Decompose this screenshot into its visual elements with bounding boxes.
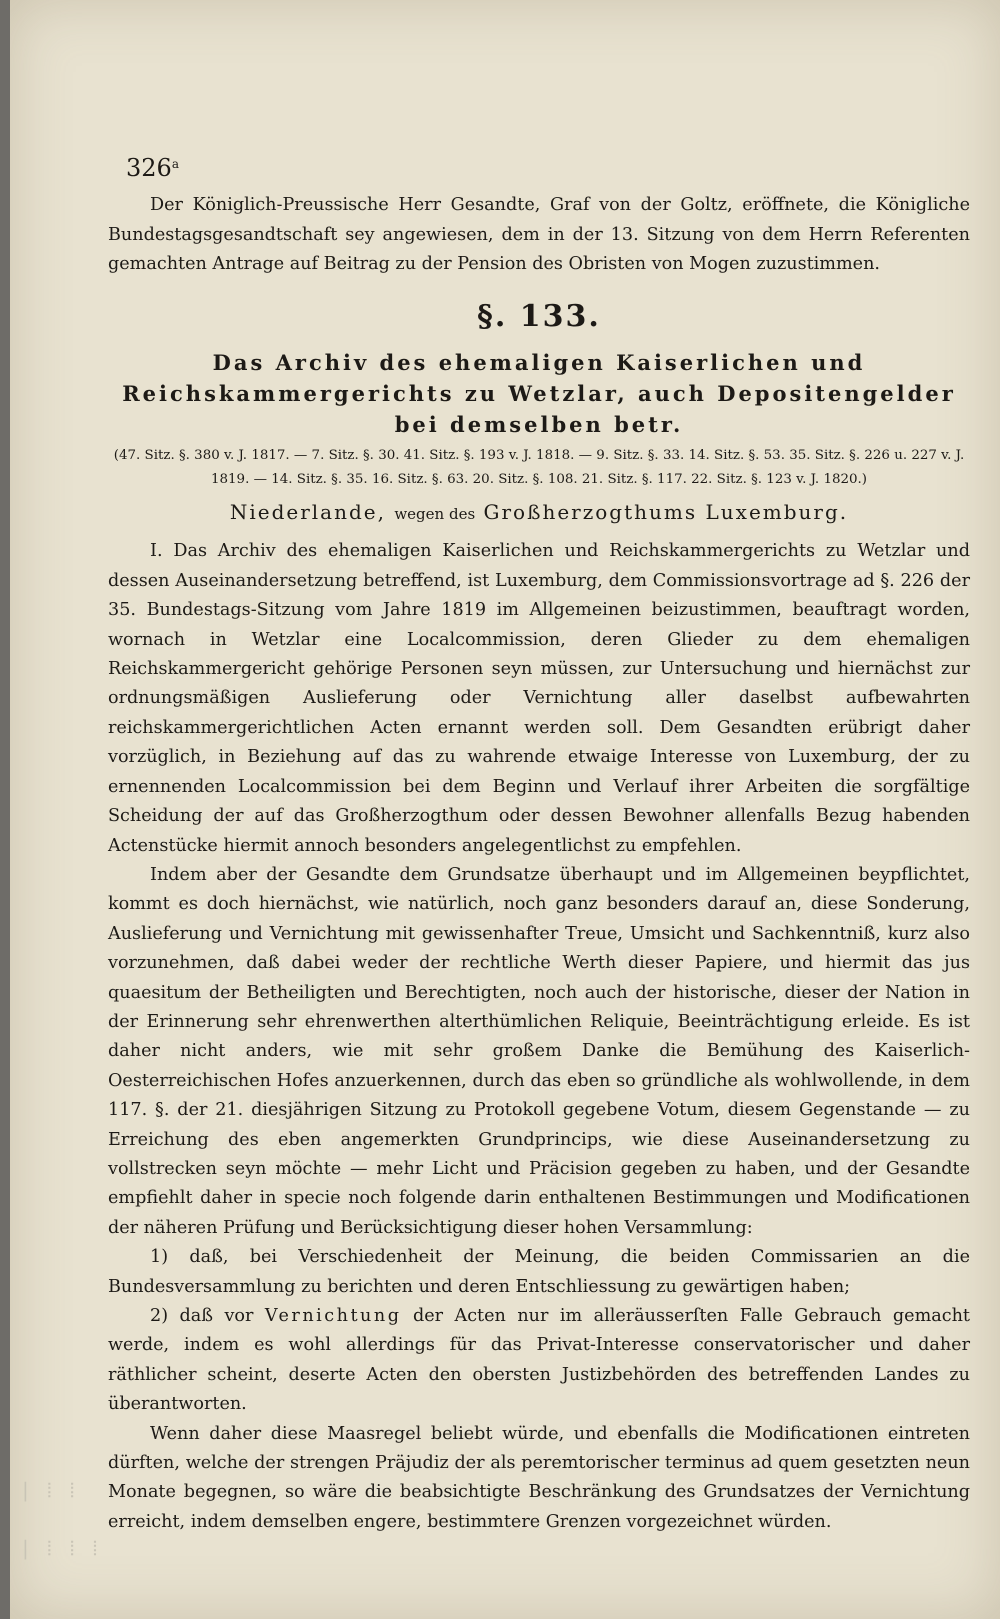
emphasized-word: Vernichtung xyxy=(264,1306,402,1326)
bleed-through-mark: | ⦙ ⦙ ⦙ xyxy=(22,1536,104,1560)
intro-paragraph: Der Königlich-Preussische Herr Gesandte, Graf von der Goltz, eröffnete, die Königliche Bundestagsgesandtschaft sey angewiesen, dem in der 13. Sitzung von dem Herrn Referenten gemachten Antrage auf Beitrag zu der Pension des Obristen von Mogen zuzustimmen. xyxy=(108,195,970,275)
subheading-country: Niederlande, xyxy=(229,500,386,525)
section-number: §. 133. xyxy=(477,298,601,334)
session-references: (47. Sitz. §. 380 v. J. 1817. — 7. Sitz. §. 30. 41. Sitz. §. 193 v. J. 1818. — 9. Sitz. §. 33. 14. Sitz. §. 53. 35. Sitz. §. 226 u. 227 v. J. 1819. — 14. Sitz. §. 35. 16. Sitz. §. 63. 20. Sitz. §. 108. 21. Sitz. §. 117. 22. Sitz. §. 123 v. J. 1820.) xyxy=(113,448,965,488)
list-item-1: 1) daß, bei Verschiedenheit der Meinung, die beiden Commissarien an die Bundesversammlung zu berichten und deren Entschliessung zu gewärtigen haben; xyxy=(108,1247,970,1297)
paragraph-1: I. Das Archiv des ehemaligen Kaiserlichen und Reichskammergerichts zu Wetzlar und dessen Auseinandersetzung betreffend, ist Luxemburg, dem Commissionsvortrage ad §. 226 der 35. Bundestags-Sitzung vom Jahre 1819 im Allgemeinen beizustimmen, beauftragt worden, wornach in Wetzlar eine Localcommission, deren Glieder zu dem ehemaligen Reichskammergericht gehörige Personen seyn müssen, zur Untersuchung und hiernächst zur ordnungsmäßigen Auslieferung oder Vernichtung aller daselbst aufbewahrten reichskammergerichtlichen Acten ernannt werden soll. Dem Gesandten erübrigt daher vorzüglich, in Beziehung auf das zu wahrende etwaige Interesse von Luxemburg, der zu ernennenden Localcommission bei dem Beginn und Verlauf ihrer Arbeiten die sorgfältige Scheidung der auf das Großherzogthum oder dessen Bewohner allenfalls Bezug habenden Actenstücke hiermit annoch besonders angelegentlichst zu empfehlen. xyxy=(108,541,970,856)
list-item-2: 2) daß vor Vernichtung der Acten nur im alleräusserſten Falle Gebrauch gemacht werde, indem es wohl allerdings für das Privat-Interesse conservatorischer und daher räthlicher scheint, deserte Acten den obersten Justizbehörden des betreffenden Landes zu überantworten. xyxy=(108,1306,971,1415)
page-text xyxy=(108,150,970,1537)
subheading-duchy: Großherzogthums Luxemburg. xyxy=(483,500,849,525)
page-number: 326$^a$ xyxy=(126,154,179,182)
page-number-suffix: a xyxy=(171,157,179,171)
bleed-through-mark: | ⦙ ⦙ xyxy=(22,1478,81,1502)
paragraph-3: Wenn daher diese Maasregel beliebt würde, und ebenfalls die Modificationen eintreten dürften, welche der strengen Präjudiz der als peremtorischer terminus ad quem gesetzten neun Monate begegnen, so wäre die beabsichtigte Beschränkung des Grundsatzes der Vernichtung erreicht, indem demselben engere, bestimmtere Grenzen vorgezeichnet würden. xyxy=(108,1423,970,1532)
country-subheading xyxy=(108,498,970,529)
section-heading: Das Archiv des ehemaligen Kaiserlichen und Reichskammergerichts zu Wetzlar, auch Depositengelder bei demselben betr. xyxy=(122,350,956,438)
scanned-page xyxy=(10,0,1000,1619)
paragraph-2: Indem aber der Gesandte dem Grundsatze überhaupt und im Allgemeinen beypflichtet, kommt es doch hiernächst, wie natürlich, noch ganz besonders darauf an, diese Sonderung, Auslieferung und Vernichtung mit gewissenhafter Treue, Umsicht und Sachkenntniß, kurz also vorzunehmen, daß dabei weder der rechtliche Werth dieser Papiere, und hiermit das jus quaesitum der Betheiligten und Berechtigten, noch auch der historische, dieser der Nation in der Erinnerung sehr ehrenwerthen alterthümlichen Reliquie, Beeinträchtigung erleide. Es ist daher nicht anders, wie mit sehr großem Danke die Bemühung des Kaiserlich-Oesterreichischen Hofes anzuerkennen, durch das eben so gründliche als wohlwollende, in dem 117. §. der 21. diesjährigen Sitzung zu Protokoll gegebene Votum, diesem Gegenstande — zu Erreichung des eben angemerkten Grundprincips, wie diese Auseinandersetzung zu vollstrecken seyn möchte — mehr Licht und Präcision gegeben zu haben, und der Gesandte empfiehlt daher in specie noch folgende darin enthaltenen Bestimmungen und Modificationen der näheren Prüfung und Berücksichtigung dieser hohen Versammlung: xyxy=(108,864,970,1238)
subheading-connector: wegen des xyxy=(394,505,476,524)
